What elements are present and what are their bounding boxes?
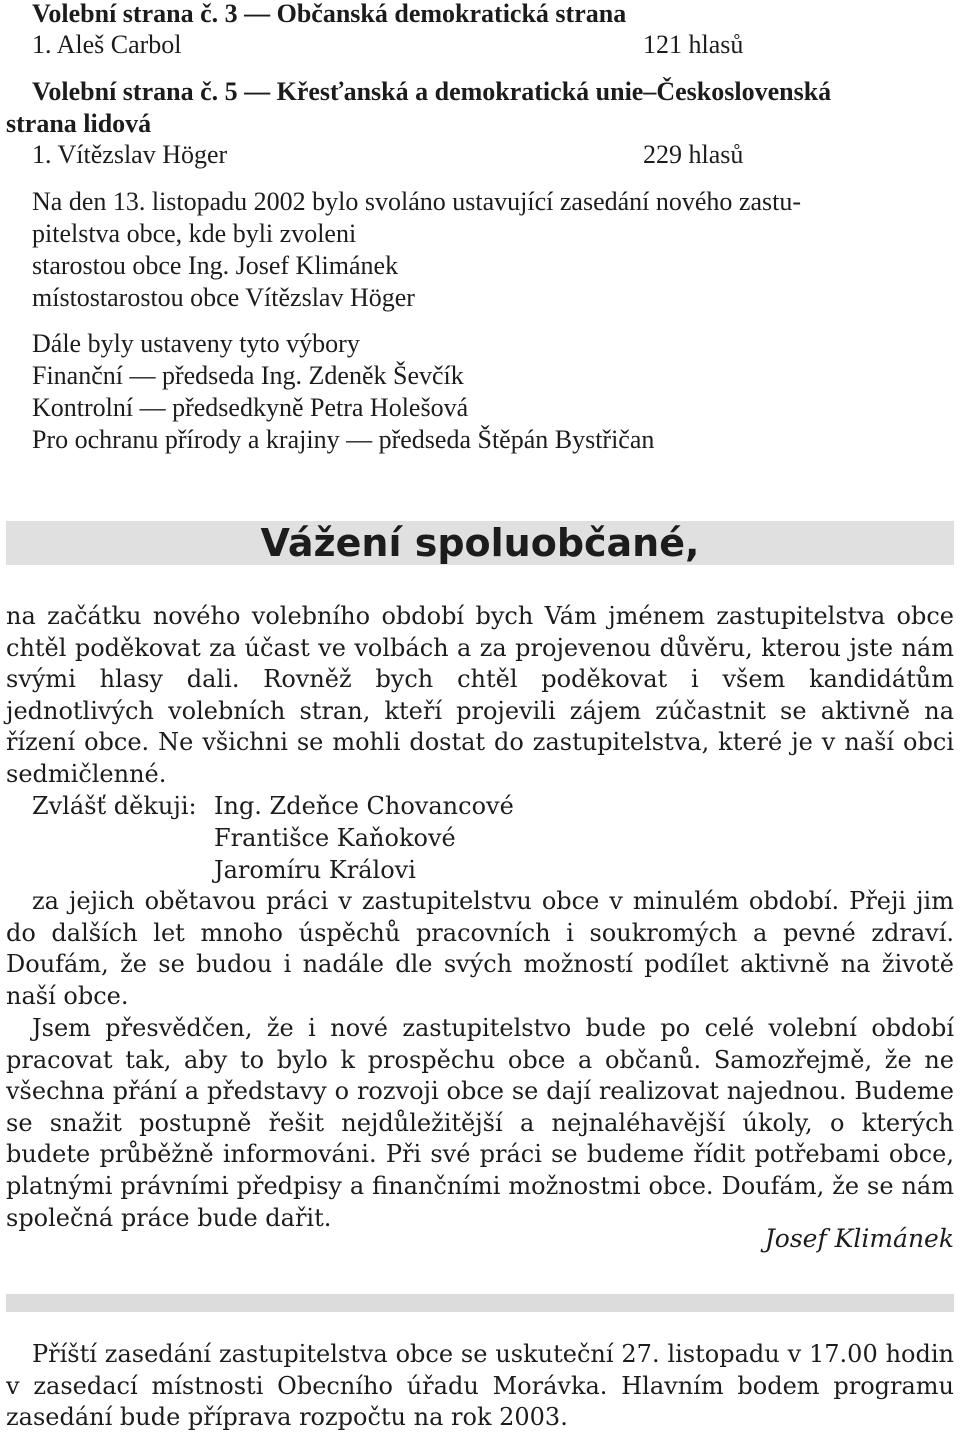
party3-title: Volební strana č. 3 — Občanská demokratická strana [32,0,627,28]
party5-title-line1: Volební strana č. 5 — Křesťanská a demokratická unie–Československá [32,77,832,106]
next-meeting-text: Příští zasedání zastupitelstva obce se uskuteční 27. listopadu v 17.00 hodin v zasedací místnosti Obecního úřadu Morávka. Hlavním bodem programu zasedání bude příprava rozpočtu na rok 2003. [6,1340,954,1432]
party5-title-line2: strana lidová [6,109,152,138]
committees-intro: Dále byly ustaveny tyto výbory [32,329,360,358]
letter-para1: na začátku nového volebního období bych Vám jménem zastupitelstva obce chtěl poděkovat za účast ve volbách a za projevenou důvěru, kterou jste nám svými hlasy dali. Rovněž bych chtěl poděkovat i všem kandidátům jednotlivých volebních stran, kteří projevili zájem zúčastnit se aktivně na řízení obce. Ne všichni se mohli dostat do zastupitelstva, které je v naší obci sedmičlenné. [6,602,954,788]
party5-candidate: 1. Vítězslav Höger [32,140,228,169]
thanks-name-2: Františce Kaňokové [214,824,456,852]
letter-para3: Jsem přesvědčen, že i nové zastupitelstvo bude po celé volební období pracovat tak, aby to bylo k prospěchu obce a občanů. Samozřejmě, že ne všechna přání a představy o rozvoji obce se dají realizovat najednou. Budeme se snažit postupně řešit nejdůležitější a nejnaléhavější úkoly, o kterých budete průběžně informováni. Při své práci se budeme řídit potřebami obce, platnými právními předpisy a finančními možnostmi obce. Doufám, že se nám společná práce bude dařit. [6,1014,954,1232]
committee-financni: Finanční — předseda Ing. Zdeněk Ševčík [32,361,464,390]
letter-para2: za jejich obětavou práci v zastupitelstvu obce v minulém období. Přeji jim do dalších let mnoho úspěchů pracovních i soukromých a pevné zdraví. Doufám, že se budou i nadále dle svých možností podílet aktivně na životě naší obce. [6,887,954,1010]
committee-priroda: Pro ochranu přírody a krajiny — předseda Štěpán Bystřičan [32,425,655,454]
meeting-mayor: starostou obce Ing. Josef Klimánek [32,251,399,280]
meeting-line1: Na den 13. listopadu 2002 bylo svoláno ustavující zasedání nového zastu- [32,187,802,216]
divider-rule [6,1294,954,1312]
thanks-name-1: Ing. Zdeňce Chovancové [214,792,514,820]
party3-candidate: 1. Aleš Carbol [32,30,182,59]
meeting-deputy: místostarostou obce Vítězslav Höger [32,283,415,312]
party3-votes: 121 hlasů [643,30,744,59]
party5-votes: 229 hlasů [643,140,744,169]
signature: Josef Klimánek [764,1224,954,1253]
meeting-line2: pitelstva obce, kde byli zvoleni [32,219,357,248]
thanks-label: Zvlášť děkuji: [32,792,197,820]
committee-kontrolni: Kontrolní — předsedkyně Petra Holešová [32,393,469,422]
thanks-name-3: Jaromíru Královi [214,856,416,884]
letter-heading: Vážení spoluobčané, [260,521,700,565]
